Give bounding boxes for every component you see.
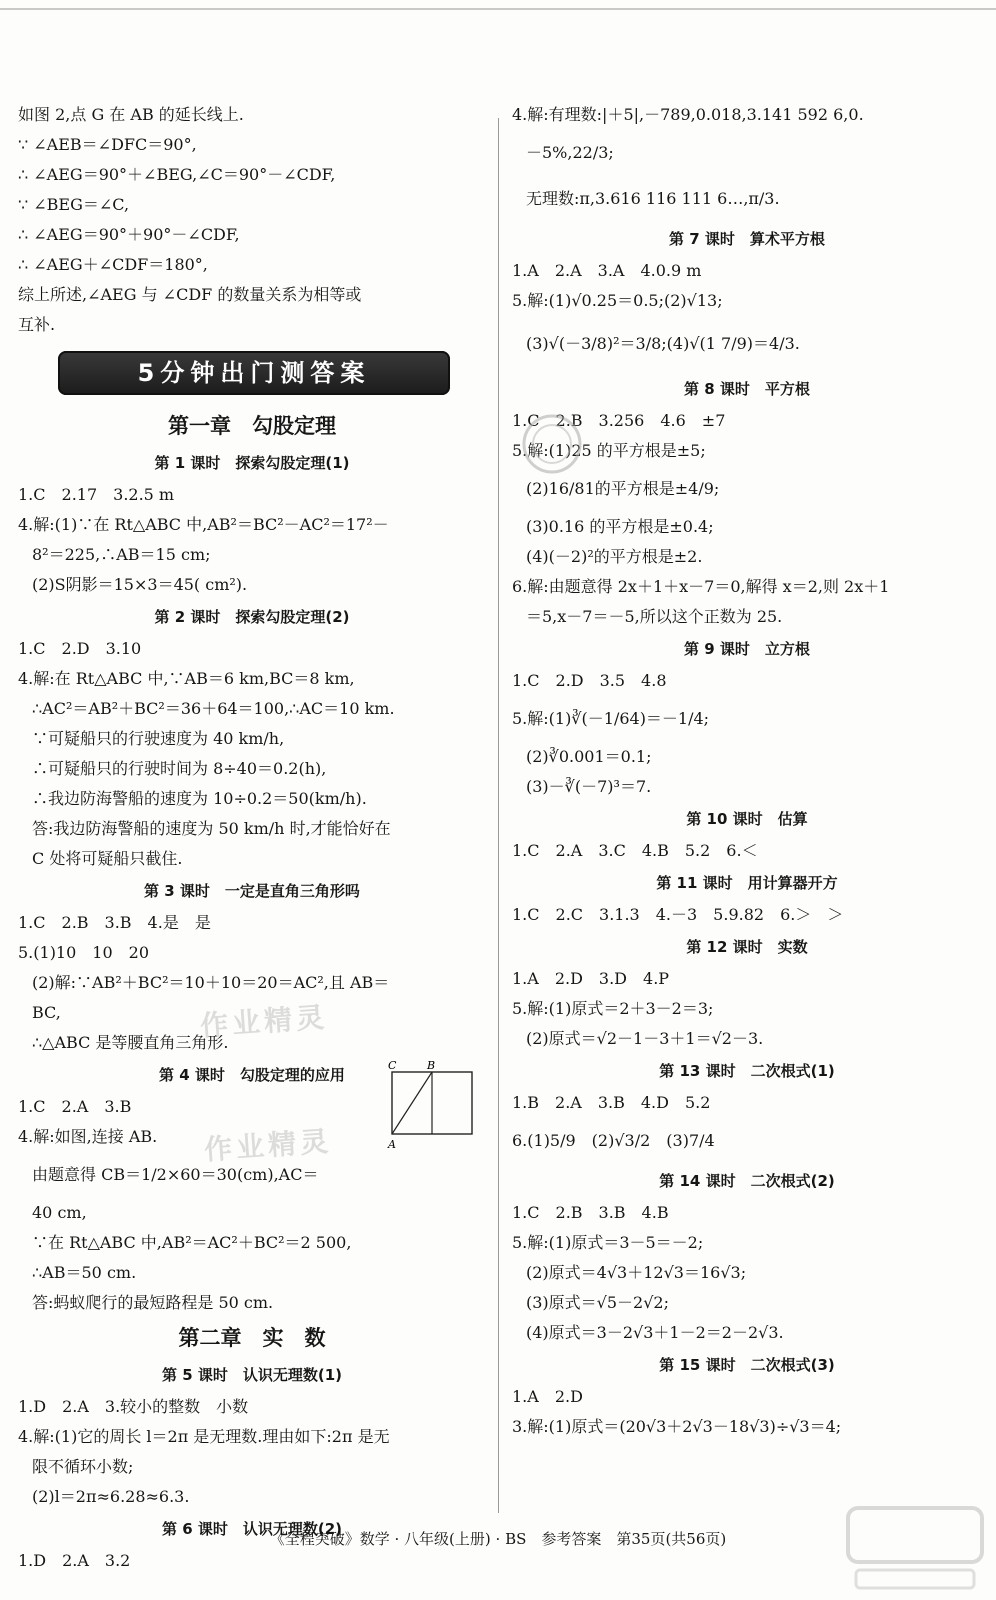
- answer-line: ∴可疑船只的行驶时间为 8÷40＝0.2(h),: [32, 759, 327, 778]
- answer-line: 1.A 2.A 3.A 4.0.9 m: [512, 261, 702, 280]
- answer-line: (3)－∛(－7)³＝7.: [526, 777, 652, 796]
- lesson-title: 第 8 课时 平方根: [684, 380, 810, 398]
- answer-line: ∵在 Rt△ABC 中,AB²＝AC²＋BC²＝2 500,: [32, 1233, 352, 1252]
- answer-line: 1.C 2.A 3.C 4.B 5.2 6.＜: [512, 841, 758, 860]
- lesson-title: 第 11 课时 用计算器开方: [656, 874, 838, 892]
- text-line: ∴ ∠AEG＝90°＋90°－∠CDF,: [18, 225, 240, 244]
- answer-line: 1.C 2.C 3.1.3 4.－3 5.9.82 6.＞ ＞: [512, 905, 844, 924]
- answer-line: (4)(－2)²的平方根是±2.: [526, 547, 703, 566]
- left-column: [18, 100, 486, 1576]
- answer-line: 1.C 2.B 3.B 4.是 是: [18, 913, 211, 932]
- column-divider: [498, 118, 499, 1513]
- answer-line: 4.解:如图,连接 AB.: [18, 1127, 158, 1146]
- watermark-text: 作业精灵: [203, 1124, 334, 1167]
- rectangle-figure: [382, 1058, 482, 1158]
- answer-line: (3)0.16 的平方根是±0.4;: [526, 517, 714, 536]
- answer-line: 3.解:(1)原式＝(20√3＋2√3－18√3)÷√3＝4;: [512, 1417, 842, 1436]
- stamp-logo-icon: [520, 412, 584, 476]
- answer-line: ∵可疑船只的行驶速度为 40 km/h,: [32, 729, 285, 748]
- answer-line: (3)√(－3/8)²＝3/8;(4)√(1 7/9)＝4/3.: [526, 334, 800, 353]
- answer-line: 6.(1)5/9 (2)√3/2 (3)7/4: [512, 1131, 715, 1150]
- answer-line: 4.解:有理数:|＋5|,－789,0.018,3.141 592 6,0.: [512, 105, 864, 124]
- page-footer: 《全程突破》数学 · 八年级(上册) · BS 参考答案 第35页(共56页): [269, 1530, 727, 1548]
- diagonal-line: [392, 1072, 432, 1134]
- text-line: 综上所述,∠AEG 与 ∠CDF 的数量关系为相等或: [18, 285, 362, 304]
- answer-line: (4)原式＝3－2√3＋1－2＝2－2√3.: [526, 1323, 784, 1342]
- answer-line: 1.C 2.D 3.10: [18, 639, 142, 658]
- answer-line: ∴AB＝50 cm.: [32, 1263, 137, 1282]
- answer-line: 5.解:(1)原式＝3－5＝－2;: [512, 1233, 704, 1252]
- answer-line: 1.D 2.A 3.较小的整数 小数: [18, 1397, 249, 1416]
- answer-line: (2)原式＝4√3＋12√3＝16√3;: [526, 1263, 747, 1282]
- watermark-text: 作业精灵: [199, 1000, 330, 1043]
- answer-line: 1.C 2.B 3.256 4.6 ±7: [512, 411, 726, 430]
- answer-line: BC,: [32, 1003, 61, 1022]
- answer-line: 1.C 2.17 3.2.5 m: [18, 485, 175, 504]
- figure-label-a: A: [388, 1138, 396, 1151]
- text-line: ∴ ∠AEG＋∠CDF＝180°,: [18, 255, 208, 274]
- answer-line: C 处将可疑船只截住.: [32, 849, 183, 868]
- answer-line: 1.A 2.D: [512, 1387, 583, 1406]
- answer-line: (2)∛0.001＝0.1;: [526, 747, 652, 766]
- lesson-title: 第 5 课时 认识无理数(1): [161, 1366, 343, 1384]
- answer-line: (2)l＝2π≈6.28≈6.3.: [32, 1487, 190, 1506]
- answer-line: 1.A 2.D 3.D 4.P: [512, 969, 670, 988]
- answer-line: 4.解:(1)∵在 Rt△ABC 中,AB²＝BC²－AC²＝17²－: [18, 515, 389, 534]
- lesson-title: 第 6 课时 认识无理数(2): [161, 1520, 343, 1538]
- answer-line: ＝5,x－7＝－5,所以这个正数为 25.: [526, 607, 783, 626]
- lesson-title: 第 3 课时 一定是直角三角形吗: [144, 882, 360, 900]
- answer-line: 限不循环小数;: [32, 1457, 134, 1476]
- lesson-title: 第 7 课时 算术平方根: [669, 230, 825, 248]
- answer-line: 1.D 2.A 3.2: [18, 1551, 131, 1570]
- right-column: [512, 100, 982, 1442]
- top-rule: [0, 8, 996, 10]
- text-line: ∵ ∠AEB＝∠DFC＝90°,: [18, 135, 197, 154]
- lesson-title: 第 14 课时 二次根式(2): [659, 1172, 835, 1190]
- answer-line: (2)S阴影＝15×3＝45( cm²).: [32, 575, 248, 594]
- answer-line: 6.解:由题意得 2x＋1＋x－7＝0,解得 x＝2,则 2x＋1: [512, 577, 890, 596]
- lesson-title: 第 10 课时 估算: [686, 810, 808, 828]
- answer-line: ∴AC²＝AB²＋BC²＝36＋64＝100,∴AC＝10 km.: [32, 699, 395, 718]
- lesson-title: 第 12 课时 实数: [686, 938, 808, 956]
- lesson-title: 第 13 课时 二次根式(1): [659, 1062, 835, 1080]
- answer-line: 5.(1)10 10 20: [18, 943, 150, 962]
- answer-line: 1.C 2.A 3.B: [18, 1097, 132, 1116]
- text-line: ∴ ∠AEG＝90°＋∠BEG,∠C＝90°－∠CDF,: [18, 165, 336, 184]
- answer-line: 5.解:(1)原式＝2＋3－2＝3;: [512, 999, 714, 1018]
- answer-line: －5%,22/3;: [526, 143, 614, 162]
- answer-line: 由题意得 CB＝1/2×60＝30(cm),AC＝: [32, 1165, 319, 1184]
- answer-line: 5.解:(1)25 的平方根是±5;: [512, 441, 706, 460]
- answer-line: 8²＝225,∴AB＝15 cm;: [32, 545, 211, 564]
- answer-line: (3)原式＝√5－2√2;: [526, 1293, 669, 1312]
- chapter-title: 第一章 勾股定理: [168, 414, 336, 438]
- section-banner: 5分钟出门测答案: [58, 351, 450, 395]
- lesson-title: 第 9 课时 立方根: [684, 640, 810, 658]
- lesson-title: 第 2 课时 探索勾股定理(2): [154, 608, 350, 626]
- figure-label-c: C: [388, 1059, 397, 1072]
- text-line: 互补.: [18, 315, 56, 334]
- answer-line: 无理数:π,3.616 116 111 6…,π/3.: [526, 189, 780, 208]
- answer-line: 5.解:(1)∛(－1/64)＝－1/4;: [512, 709, 710, 728]
- answer-line: 1.C 2.B 3.B 4.B: [512, 1203, 669, 1222]
- answer-line: ∴△ABC 是等腰直角三角形.: [32, 1033, 229, 1052]
- answer-line: (2)16/81的平方根是±4/9;: [526, 479, 720, 498]
- text-line: ∵ ∠BEG＝∠C,: [18, 195, 130, 214]
- section-banner-wrap: [18, 340, 486, 406]
- answer-line: 4.解:在 Rt△ABC 中,∵AB＝6 km,BC＝8 km,: [18, 669, 355, 688]
- answer-line: 1.C 2.D 3.5 4.8: [512, 671, 667, 690]
- figure-label-b: B: [427, 1059, 436, 1072]
- answer-line: 答:蚂蚁爬行的最短路程是 50 cm.: [32, 1293, 274, 1312]
- text-line: 如图 2,点 G 在 AB 的延长线上.: [18, 105, 244, 124]
- answer-line: 答:我边防海警船的速度为 50 km/h 时,才能恰好在: [32, 819, 391, 838]
- answer-line: 1.B 2.A 3.B 4.D 5.2: [512, 1093, 711, 1112]
- lesson-title: 第 15 课时 二次根式(3): [659, 1356, 835, 1374]
- lesson-title: 第 4 课时 勾股定理的应用: [159, 1066, 345, 1084]
- answer-line: 4.解:(1)它的周长 l＝2π 是无理数.理由如下:2π 是无: [18, 1427, 390, 1446]
- lesson-title: 第 1 课时 探索勾股定理(1): [154, 454, 350, 472]
- answer-line: 40 cm,: [32, 1203, 87, 1222]
- answer-line: 5.解:(1)√0.25＝0.5;(2)√13;: [512, 291, 723, 310]
- answer-line: (2)解:∵AB²＋BC²＝10＋10＝20＝AC²,且 AB＝: [32, 973, 390, 992]
- answer-line: ∴我边防海警船的速度为 10÷0.2＝50(km/h).: [32, 789, 367, 808]
- answer-line: (2)原式＝√2－1－3＋1＝√2－3.: [526, 1029, 764, 1048]
- chapter-title: 第二章 实 数: [178, 1326, 326, 1350]
